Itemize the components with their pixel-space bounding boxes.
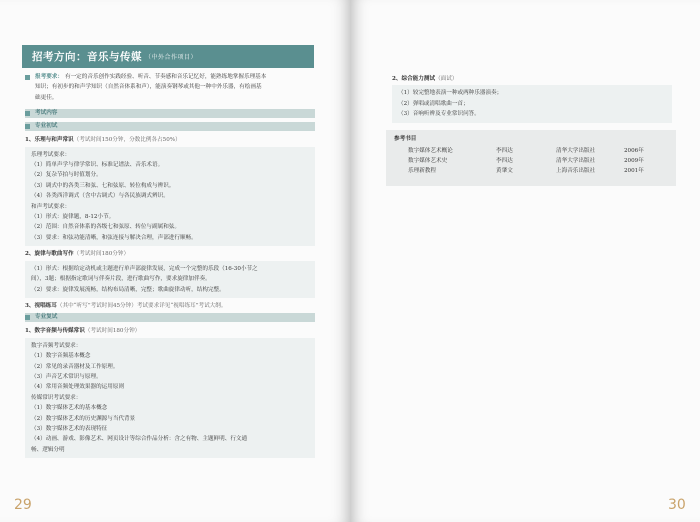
- exam-content-label: 考试内容: [35, 110, 58, 117]
- right-page: [350, 0, 700, 522]
- requirement-line-3: 础更佳。: [35, 94, 58, 101]
- professional-test-band: [25, 122, 315, 131]
- exam-content-band: [25, 109, 315, 118]
- square-bullet-icon: [25, 315, 30, 320]
- section-heading: 1、乐理与和声常识（考试时间150分钟，分数比例各占50%）: [25, 137, 181, 144]
- section-title-note: （中外合作项目）: [145, 54, 198, 61]
- page-number-right: 30: [668, 497, 686, 513]
- square-bullet-icon: [25, 75, 30, 80]
- requirement-line-2: 知识；有初步的和声学知识（自然音体系和声），能演奏钢琴或其他一种中外乐器，有绘画基: [35, 84, 262, 91]
- section-4-body: 数字音频考试要求： （1）数字音频基本概念 （2）常见的录音器材及工作原理。 （3）声音艺术常识与原理。 （4）常用音频处理效果器的运用原则 传媒常识考试要求： （1）数字媒体艺术的基本概念 （2）数字媒体艺术的历史渊源与当代背景 （3）数字媒体艺术的表现特征 （4）动画、游戏、影像艺术、网页设计等综合作品分析：含之有物、主题鲜明、行文通 畅、逻辑分明: [25, 338, 315, 458]
- professional-test-label: 专业初试: [35, 123, 58, 130]
- reference-row: 数字媒体艺术史 李四达 清华大学出版社 2009年: [408, 158, 644, 164]
- requirement-label: 报考要求：: [35, 74, 63, 80]
- requirement-line-1: 有一定的音乐创作实践经验、听音、节奏感和音乐记忆好，能熟练地掌握乐理基本: [64, 74, 267, 80]
- section-heading: 2、综合能力测试（面试）: [392, 76, 458, 82]
- professional-retest-band: [25, 313, 315, 322]
- reference-row: 乐理新教程 黄肇文 上海音乐出版社 2001年: [408, 168, 644, 174]
- section-heading: 1、数字音频与传媒常识（考试时间180分钟）: [25, 328, 141, 335]
- section-2-body: （1）形式：根据给定动机或主题进行单声部旋律发展，完成一个完整的乐段（16-30小节之 间），3题；根据指定歌词与伴奏片段，进行歌曲写作，要求旋律加伴奏。 （2）要求：旋律发展流畅，结构布局清晰，完整；歌曲旋律动听，结构完整。: [25, 261, 315, 298]
- square-bullet-icon: [25, 111, 30, 116]
- section-title: 招考方向：音乐与传媒: [32, 51, 142, 63]
- square-bullet-icon: [25, 124, 30, 129]
- reference-books-box: [386, 130, 676, 186]
- section-heading: 3、视唱练耳（其中“听写”考试时间45分钟）考试要求详见“视唱练耳”考试大纲。: [25, 302, 227, 309]
- right-content: [392, 72, 672, 126]
- section-title-bar: [22, 45, 314, 68]
- section-1-body: 乐理考试要求： （1）简单声学与律学常识、标准记谱法、音乐术语。 （2）复杂节拍与时值划分。 （3）调式中的各类三和弦、七和弦原、转位构成与辨识。 （4）各类西洋调式（含中古调式）与各民族调式辨识。 和声考试要求： （1）形式：旋律题，8-12小节。 （2）范围：自然音体系的各级七和弦原、转位与副属和弦。 （3）要求：和弦功能清晰，和弦连接与解决合理，声部进行顺畅。: [25, 147, 315, 247]
- left-content: [25, 72, 315, 461]
- professional-retest-label: 专业复试: [35, 314, 58, 321]
- requirement-block: [25, 72, 315, 103]
- page-number-left: 29: [14, 497, 32, 513]
- reference-row: 数字媒体艺术概论 李四达 清华大学出版社 2006年: [408, 148, 644, 154]
- comprehensive-test-body: （1）较完整地表演一种或两种乐器演奏； （2）弹唱或清唱歌曲一首； （3）音响听辨及专业常识问答。: [392, 85, 672, 122]
- section-heading: 2、旋律与歌曲写作（考试时间180分钟）: [25, 251, 130, 258]
- reference-books-title: 参考书目: [394, 136, 417, 142]
